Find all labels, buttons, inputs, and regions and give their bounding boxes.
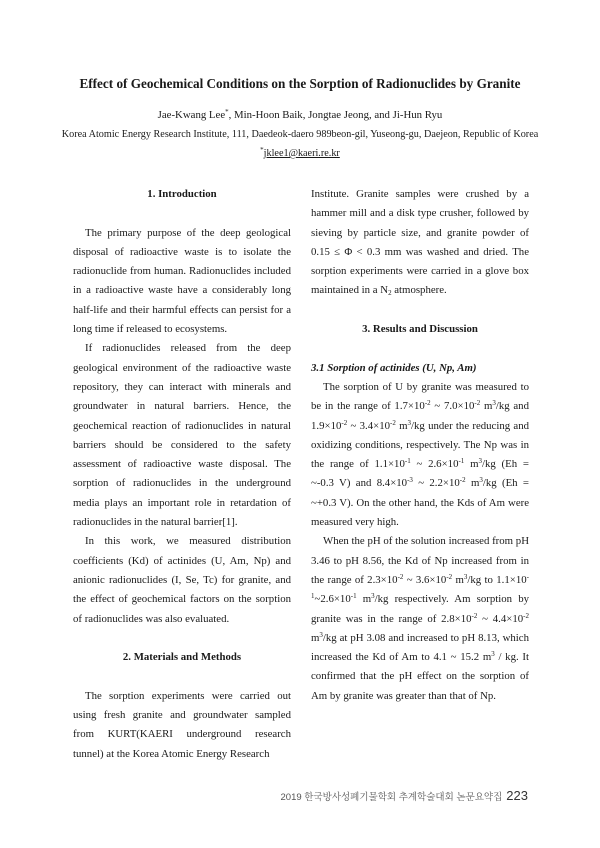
intro-heading: 1. Introduction <box>147 188 217 200</box>
contact-email <box>40 147 560 161</box>
intro-paragraph-1: The primary purpose of the deep geological disposal of radioactive waste is to isolate the radionuclide from human. Radionuclides included in a radioactive waste have a considerably long half-life and their harmful effects can persist for a long time if released to ecosystems. <box>73 226 291 336</box>
page-footer <box>281 788 528 803</box>
methods-heading: 2. Materials and Methods <box>122 651 242 664</box>
results-heading: 3. Results and Discussion <box>362 323 478 336</box>
methods-paragraph-1-continued: Institute. Granite samples were crushed by a hammer mill and a disk type crusher, followed by sieving by particle size, and granite powder of 0.15 ≤ Φ < 0.3 mm was washed and dried. The sorption experiments were carried in a glove box maintained in a $N_2$ atmosphere. <box>311 188 529 298</box>
methods-paragraph-1: The sorption experiments were carried out using fresh granite and groundwater sampled from KURT(KAERI underground research tunnel) at the Korea Atomic Energy Research <box>73 689 291 760</box>
first-author: Jae-Kwang Lee <box>157 109 226 121</box>
intro-paragraph-2: If radionuclides released from the deep geological environment of the radioactive waste repository, they can interact with minerals and groundwater in natural barriers. Hence, the geochemical reaction of radionuclides in natural barriers should be considered to the safety assessment of radioactive waste disposal. The sorption of radionuclides in the underground media plays an important role in retardation of radionuclides in the natural barrier[1]. <box>73 342 291 529</box>
email-mark: * <box>260 146 264 154</box>
results-subheading: 3.1 Sorption of actinides (U, Np, Am) <box>311 361 477 374</box>
page-number: 223 <box>506 788 528 803</box>
corresponding-mark: * <box>225 108 229 116</box>
email-address[interactable]: jklee1@kaeri.re.kr <box>263 148 340 159</box>
results-paragraph-1: The sorption of U by granite was measured to be in the range of $1.7\times 10^{-2}$ ~ $7.0\times 10^{-2}$ $m^3/kg$ and $1.9\times 10^{-2}$ ~ $3.4\times 10^{-2}$ $m^3/kg$ under the reducing and oxidizing conditions, respectively. The Np was in the range of $1.1\times 10^{-1}$ ~ $2.6\times 10^{-1}$ $m^3/kg$ (Eh = ~-0.3 V) and $8.4\times 10^{-3}$ ~ $2.2\times 10^{-2}$ $m^3/kg$ (Eh = ~+0.3 V). On the other hand, the Kds of Am were measured very high. <box>311 380 530 529</box>
affiliation: Korea Atomic Energy Research Institute, 111, Daedeok-daero 989beon-gil, Yuseong-gu, Daejeon, Republic of Korea <box>61 129 539 140</box>
paper-title: Effect of Geochemical Conditions on the Sorption of Radionuclides by Granite <box>79 76 521 91</box>
author-list <box>40 108 560 122</box>
results-paragraph-2: When the pH of the solution increased from pH 3.46 to pH 8.56, the Kd of Np increased from in the range of $2.3\times 10^{-2}$ ~ $3.6\times 10^{-2}$ $m^3/kg$ to $1.1\times 10^{-1}\sim 2.6\times 10^{-1}$ $m^3/kg$ respectively. Am sorption by granite was in the range of $2.8\times 10^{-2}$ ~ $4.4\times 10^{-2}$ $m^3/kg$ at pH 3.08 and increased to pH 8.13, which increased the Kd of Am to 4.1 ~ 15.2 $m^3$ / kg. It confirmed that the pH effect on the sorption of Am by granite was greater than that of Np. <box>311 535 530 702</box>
proceedings-name: 2019 한국방사성폐기물학회 추계학술대회 논문요약집 <box>280 792 503 803</box>
intro-paragraph-3: In this work, we measured distribution coefficients (Kd) of actinides (U, Am, Np) and anionic radionuclides (I, Se, Tc) for granite, and the effect of geochemical factors on the sorption of radionuclides was also evaluated. <box>73 535 291 625</box>
right-column <box>311 185 529 706</box>
co-authors: , Min-Hoon Baik, Jongtae Jeong, and Ji-Hun Ryu <box>228 109 443 121</box>
left-column <box>73 185 291 764</box>
